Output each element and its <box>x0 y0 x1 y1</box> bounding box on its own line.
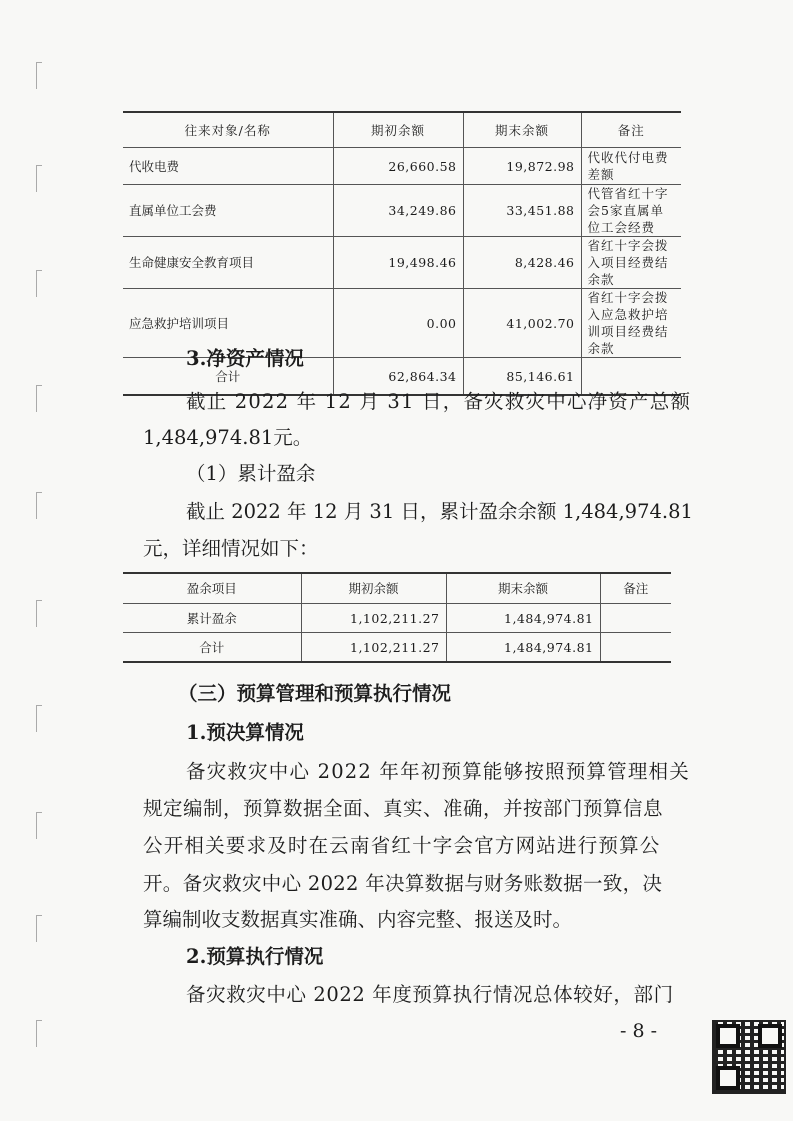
row-note: 代收代付电费差额 <box>581 148 681 185</box>
table-total-row <box>123 633 671 663</box>
sub-heading: （1）累计盈余 <box>186 462 316 485</box>
paragraph-line: 1,484,974.81元。 <box>143 426 313 449</box>
table-row <box>123 185 681 237</box>
binding-mark <box>36 1020 42 1047</box>
binding-mark <box>36 165 42 192</box>
row-note: 省红十字会拨入项目经费结余款 <box>581 237 681 289</box>
begin-balance: 1,102,211.27 <box>301 633 446 663</box>
begin-balance: 0.00 <box>333 289 463 358</box>
row-note: 代管省红十字会5家直属单位工会经费 <box>581 185 681 237</box>
paragraph-line: 截止 2022 年 12 月 31 日，备灾救灾中心净资产总额 <box>186 390 692 413</box>
end-balance: 41,002.70 <box>463 289 581 358</box>
row-name: 合计 <box>123 358 333 396</box>
begin-balance: 34,249.86 <box>333 185 463 237</box>
row-note <box>600 633 671 663</box>
binding-mark <box>36 385 42 412</box>
row-name: 代收电费 <box>123 148 333 185</box>
end-balance: 85,146.61 <box>463 358 581 396</box>
surplus-table <box>123 572 671 663</box>
binding-mark <box>36 915 42 942</box>
row-name: 应急救护培训项目 <box>123 289 333 358</box>
begin-balance: 26,660.58 <box>333 148 463 185</box>
paragraph-line: 备灾救灾中心 2022 年度预算执行情况总体较好，部门 <box>186 983 674 1006</box>
end-balance: 8,428.46 <box>463 237 581 289</box>
binding-mark <box>36 492 42 519</box>
end-balance: 19,872.98 <box>463 148 581 185</box>
column-header: 盈余项目 <box>123 573 301 604</box>
table-row <box>123 237 681 289</box>
end-balance: 1,484,974.81 <box>446 604 600 633</box>
page-number: - 8 - <box>620 1020 658 1042</box>
paragraph-line: 开。备灾救灾中心 2022 年决算数据与财务账数据一致，决 <box>143 872 663 895</box>
table-row <box>123 604 671 633</box>
begin-balance: 19,498.46 <box>333 237 463 289</box>
column-header: 期初余额 <box>301 573 446 604</box>
table-header-row <box>123 573 671 604</box>
binding-mark <box>36 62 42 89</box>
qr-code-icon <box>712 1020 786 1094</box>
column-header: 期初余额 <box>333 112 463 148</box>
paragraph-line: 算编制收支数据真实准确、内容完整、报送及时。 <box>143 908 573 931</box>
begin-balance: 1,102,211.27 <box>301 604 446 633</box>
binding-mark <box>36 812 42 839</box>
table-header-row <box>123 112 681 148</box>
row-name: 累计盈余 <box>123 604 301 633</box>
paragraph-line: 公开相关要求及时在云南省红十字会官方网站进行预算公 <box>143 834 661 857</box>
begin-balance: 62,864.34 <box>333 358 463 396</box>
row-name: 合计 <box>123 633 301 663</box>
paragraph-line: 规定编制，预算数据全面、真实、准确，并按部门预算信息 <box>143 797 664 820</box>
table-row <box>123 148 681 185</box>
row-name: 生命健康安全教育项目 <box>123 237 333 289</box>
section-heading: （三）预算管理和预算执行情况 <box>178 682 452 705</box>
paragraph-line: 元，详细情况如下： <box>143 537 319 560</box>
section-heading: 3.净资产情况 <box>186 347 304 370</box>
paragraph-line: 备灾救灾中心 2022 年年初预算能够按照预算管理相关 <box>186 760 690 783</box>
binding-mark <box>36 600 42 627</box>
row-note <box>600 604 671 633</box>
column-header: 往来对象/名称 <box>123 112 333 148</box>
row-name: 直属单位工会费 <box>123 185 333 237</box>
sub-heading: 1.预决算情况 <box>186 721 304 744</box>
binding-mark <box>36 705 42 732</box>
end-balance: 33,451.88 <box>463 185 581 237</box>
row-note: 省红十字会拨入应急救护培训项目经费结余款 <box>581 289 681 358</box>
paragraph-line: 截止 2022 年 12 月 31 日，累计盈余余额 1,484,974.81 <box>186 500 693 523</box>
end-balance: 1,484,974.81 <box>446 633 600 663</box>
column-header: 备注 <box>600 573 671 604</box>
column-header: 备注 <box>581 112 681 148</box>
sub-heading: 2.预算执行情况 <box>186 945 324 968</box>
column-header: 期末余额 <box>463 112 581 148</box>
column-header: 期末余额 <box>446 573 600 604</box>
binding-mark <box>36 270 42 297</box>
